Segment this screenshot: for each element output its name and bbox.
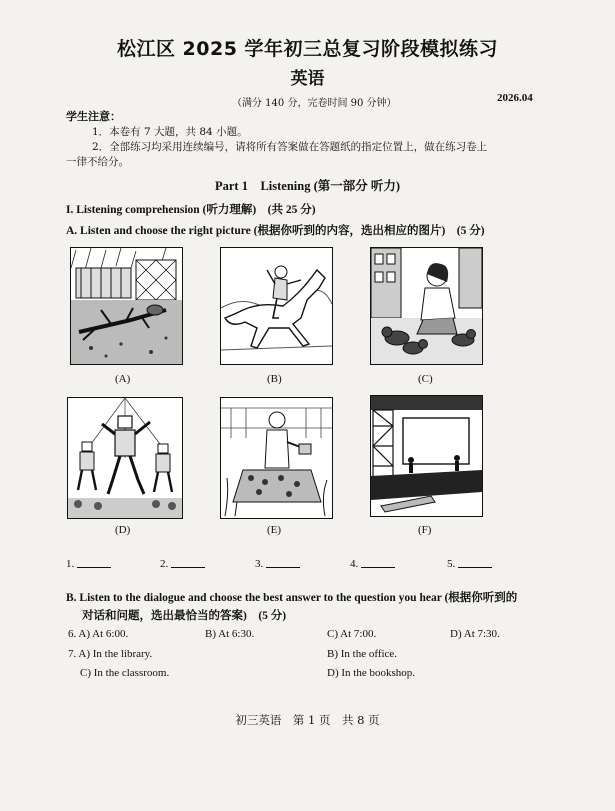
notice-item-2-cont: 一律不给分。 [66,156,129,168]
part-heading: Part 1 Listening (第一部分 听力) [214,179,401,193]
blank-line[interactable] [171,567,205,568]
girl-cats-icon [371,248,482,364]
option-d: D) In the bookshop. [327,667,415,679]
section-b-heading: B. Listen to the dialogue and choose the best answer to the question you hear (根据你听到的 [66,592,518,604]
picture-d [67,397,183,519]
answer-blank-4[interactable] [350,558,395,570]
option-c: C) In the classroom. [80,667,170,679]
answer-blank-2[interactable] [160,558,205,570]
dancing-robots-icon [68,398,182,518]
picture-f-label: (F) [418,524,432,536]
blank-line[interactable] [77,567,111,568]
horse-rider-icon [221,248,332,364]
picture-d-label: (D) [115,524,131,536]
answer-blank-1[interactable] [66,558,111,570]
picture-c-label: (C) [418,373,433,385]
picture-e-label: (E) [267,524,282,536]
page-footer: 初三英语 第 1 页 共 8 页 [235,713,380,727]
answer-blank-5[interactable] [447,558,492,570]
picture-c [370,247,483,365]
blank-line[interactable] [266,567,300,568]
fallen-tree-icon [71,248,182,364]
blank-number: 3. [255,558,264,570]
exam-title: 松江区 2025 学年初三总复习阶段模拟练习 [116,38,499,60]
blank-number: 2. [160,558,169,570]
picture-e [220,397,333,519]
question-number: 6. [68,628,77,640]
notice-item-2: 2．全部练习均采用连续编号，请将所有答案做在答题纸的指定位置上，做在练习卷上 [92,141,488,153]
gardening-icon [221,398,332,518]
question-6 [68,628,128,640]
answer-blank-3[interactable] [255,558,300,570]
option-a: A) At 6:00. [78,628,129,640]
question-7 [68,648,152,660]
picture-b-label: (B) [267,373,282,385]
blank-number: 1. [66,558,75,570]
question-number: 7. [68,648,77,660]
option-b: B) At 6:30. [205,628,255,640]
exam-meta: （满分 140 分，完卷时间 90 分钟） [232,98,397,109]
option-a: A) In the library. [78,648,153,660]
option-c: C) At 7:00. [327,628,377,640]
blank-number: 5. [447,558,456,570]
stage-building-icon [371,396,482,516]
exam-date: 2026.04 [497,92,533,104]
option-d: D) At 7:30. [450,628,500,640]
picture-a [70,247,183,365]
picture-a-label: (A) [115,373,131,385]
blank-line[interactable] [458,567,492,568]
option-b: B) In the office. [327,648,398,660]
notice-item-1: 1．本卷有 7 大题，共 84 小题。 [92,126,248,138]
blank-number: 4. [350,558,359,570]
section-b-heading-cont: 对话和问题，选出最恰当的答案) (5 分) [82,610,287,622]
picture-f [370,395,483,517]
section-a-heading: A. Listen and choose the right picture (根据你听到的内容，选出相应的图片) (5 分) [66,225,485,237]
section-i-heading: I. Listening comprehension (听力理解) (共 25 分) [66,204,316,216]
picture-b [220,247,333,365]
exam-subject: 英语 [290,69,325,89]
blank-line[interactable] [361,567,395,568]
notice-heading: 学生注意： [66,110,121,123]
